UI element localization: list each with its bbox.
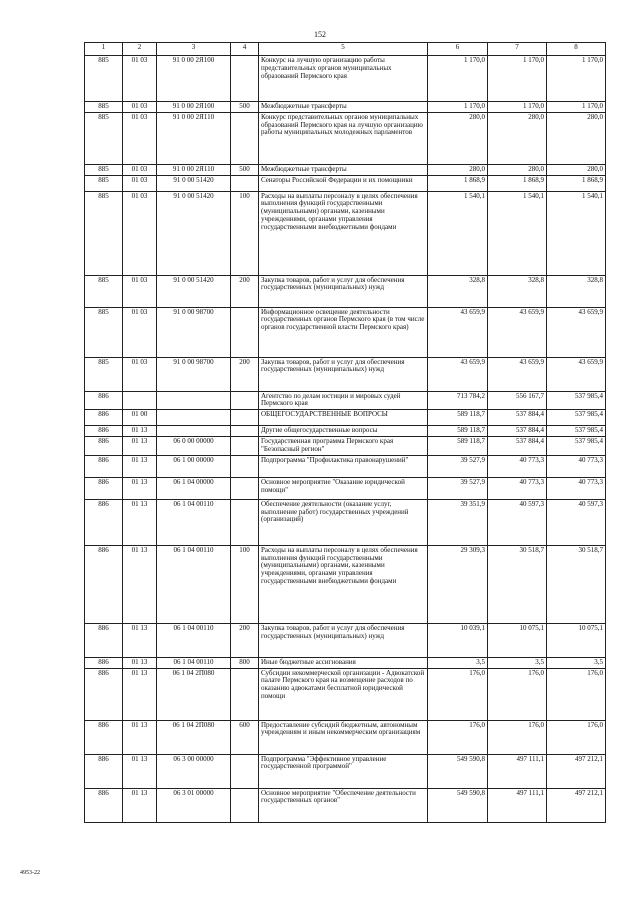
table-row <box>85 426 606 437</box>
cell-amount-2: 176,0 <box>488 668 547 720</box>
cell-target-article: 91 0 00 51420 <box>157 191 231 275</box>
table-row <box>85 657 606 668</box>
cell-name: Межбюджетные трансферты <box>259 102 428 113</box>
cell-expense-type <box>231 499 259 545</box>
cell-target-article: 91 0 00 51420 <box>157 275 231 307</box>
cell-admin-code: 886 <box>85 623 123 657</box>
cell-admin-code: 885 <box>85 275 123 307</box>
cell-amount-2: 3,5 <box>488 657 547 668</box>
cell-amount-2: 280,0 <box>488 112 547 164</box>
cell-section: 01 03 <box>123 357 157 391</box>
cell-admin-code: 886 <box>85 391 123 410</box>
cell-admin-code: 885 <box>85 112 123 164</box>
cell-amount-2: 328,8 <box>488 275 547 307</box>
cell-amount-2: 43 659,9 <box>488 307 547 357</box>
budget-table <box>84 42 606 823</box>
cell-expense-type: 600 <box>231 720 259 754</box>
cell-name: Агентство по делам юстиции и мировых судей Пермского края <box>259 391 428 410</box>
cell-admin-code: 886 <box>85 545 123 623</box>
cell-amount-2: 43 659,9 <box>488 357 547 391</box>
cell-admin-code: 886 <box>85 426 123 437</box>
cell-amount-1: 10 039,1 <box>428 623 488 657</box>
cell-name: Государственная программа Пермского края "Безопасный регион" <box>259 437 428 456</box>
column-header: 2 <box>123 43 157 56</box>
column-header: 3 <box>157 43 231 56</box>
column-header: 8 <box>547 43 606 56</box>
cell-name: Конкурс на лучшую организацию работы представительных органов муниципальных образований Пермского края <box>259 56 428 102</box>
cell-target-article: 91 0 00 2Я100 <box>157 102 231 113</box>
cell-target-article: 06 1 04 00110 <box>157 657 231 668</box>
cell-section: 01 03 <box>123 175 157 191</box>
cell-amount-3: 40 773,3 <box>547 477 606 499</box>
cell-amount-1: 549 590,8 <box>428 754 488 788</box>
cell-target-article: 91 0 00 2Я110 <box>157 112 231 164</box>
cell-section: 01 13 <box>123 545 157 623</box>
cell-amount-3: 537 985,4 <box>547 426 606 437</box>
cell-expense-type <box>231 455 259 477</box>
cell-admin-code: 886 <box>85 437 123 456</box>
cell-amount-3: 1 540,1 <box>547 191 606 275</box>
cell-target-article: 06 1 04 2П080 <box>157 720 231 754</box>
cell-amount-3: 176,0 <box>547 668 606 720</box>
cell-amount-1: 1 868,9 <box>428 175 488 191</box>
column-header: 7 <box>488 43 547 56</box>
cell-admin-code: 886 <box>85 499 123 545</box>
table-row <box>85 391 606 410</box>
table-row <box>85 499 606 545</box>
cell-amount-3: 328,8 <box>547 275 606 307</box>
cell-admin-code: 885 <box>85 102 123 113</box>
cell-amount-1: 280,0 <box>428 112 488 164</box>
table-row <box>85 437 606 456</box>
cell-admin-code: 886 <box>85 668 123 720</box>
cell-amount-3: 40 597,3 <box>547 499 606 545</box>
cell-admin-code: 885 <box>85 191 123 275</box>
column-header: 4 <box>231 43 259 56</box>
page-number: 152 <box>314 30 326 39</box>
cell-target-article: 91 0 00 98700 <box>157 357 231 391</box>
cell-section: 01 03 <box>123 275 157 307</box>
cell-amount-3: 43 659,9 <box>547 307 606 357</box>
table-row <box>85 357 606 391</box>
cell-amount-2: 497 111,1 <box>488 754 547 788</box>
cell-expense-type <box>231 788 259 822</box>
table-row <box>85 455 606 477</box>
table-row <box>85 545 606 623</box>
cell-amount-1: 589 118,7 <box>428 437 488 456</box>
cell-target-article: 06 1 04 2П080 <box>157 668 231 720</box>
cell-amount-1: 1 170,0 <box>428 102 488 113</box>
cell-section: 01 13 <box>123 426 157 437</box>
cell-amount-2: 1 540,1 <box>488 191 547 275</box>
cell-amount-1: 328,8 <box>428 275 488 307</box>
table-row <box>85 102 606 113</box>
cell-section: 01 13 <box>123 477 157 499</box>
cell-target-article: 91 0 00 51420 <box>157 175 231 191</box>
cell-expense-type <box>231 175 259 191</box>
table-row <box>85 623 606 657</box>
cell-name: Иные бюджетные ассигнования <box>259 657 428 668</box>
cell-name: Расходы на выплаты персоналу в целях обеспечения выполнения функций государственными (муниципальными) органами, казенными учреждениями, органами управления государственными внебюджетными фондами <box>259 191 428 275</box>
cell-expense-type: 100 <box>231 191 259 275</box>
cell-section: 01 13 <box>123 754 157 788</box>
cell-expense-type: 100 <box>231 545 259 623</box>
cell-section: 01 13 <box>123 668 157 720</box>
cell-amount-1: 280,0 <box>428 164 488 175</box>
cell-amount-1: 176,0 <box>428 668 488 720</box>
cell-amount-2: 40 773,3 <box>488 477 547 499</box>
cell-expense-type <box>231 477 259 499</box>
cell-amount-2: 537 884,4 <box>488 410 547 426</box>
cell-amount-2: 40 597,3 <box>488 499 547 545</box>
cell-section: 01 13 <box>123 437 157 456</box>
cell-section: 01 13 <box>123 499 157 545</box>
table-row <box>85 164 606 175</box>
cell-target-article: 06 3 01 00000 <box>157 788 231 822</box>
table-row <box>85 410 606 426</box>
cell-admin-code: 886 <box>85 657 123 668</box>
cell-expense-type <box>231 410 259 426</box>
cell-section: 01 13 <box>123 623 157 657</box>
column-header: 5 <box>259 43 428 56</box>
cell-amount-2: 280,0 <box>488 164 547 175</box>
table-row <box>85 788 606 822</box>
cell-amount-3: 1 868,9 <box>547 175 606 191</box>
cell-section: 01 03 <box>123 56 157 102</box>
cell-target-article: 06 1 00 00000 <box>157 455 231 477</box>
cell-section: 01 13 <box>123 455 157 477</box>
cell-amount-3: 30 518,7 <box>547 545 606 623</box>
cell-name: ОБЩЕГОСУДАРСТВЕННЫЕ ВОПРОСЫ <box>259 410 428 426</box>
cell-amount-3: 43 659,9 <box>547 357 606 391</box>
cell-amount-2: 10 075,1 <box>488 623 547 657</box>
cell-amount-3: 1 170,0 <box>547 102 606 113</box>
cell-amount-3: 537 985,4 <box>547 437 606 456</box>
cell-expense-type: 200 <box>231 623 259 657</box>
table-row <box>85 112 606 164</box>
cell-name: Подпрограмма "Профилактика правонарушений" <box>259 455 428 477</box>
cell-target-article <box>157 391 231 410</box>
column-header: 6 <box>428 43 488 56</box>
cell-name: Обеспечение деятельности (оказание услуг, выполнение работ) государственных учреждений (организаций) <box>259 499 428 545</box>
cell-target-article <box>157 426 231 437</box>
cell-section <box>123 391 157 410</box>
cell-amount-2: 30 518,7 <box>488 545 547 623</box>
cell-amount-3: 176,0 <box>547 720 606 754</box>
cell-section: 01 03 <box>123 112 157 164</box>
cell-target-article: 06 3 00 00000 <box>157 754 231 788</box>
cell-name: Закупка товаров, работ и услуг для обеспечения государственных (муниципальных) нужд <box>259 357 428 391</box>
cell-amount-1: 713 784,2 <box>428 391 488 410</box>
cell-amount-2: 1 868,9 <box>488 175 547 191</box>
cell-amount-1: 3,5 <box>428 657 488 668</box>
cell-amount-2: 176,0 <box>488 720 547 754</box>
column-header: 1 <box>85 43 123 56</box>
cell-name: Подпрограмма "Эффективное управление государственной программой" <box>259 754 428 788</box>
cell-amount-1: 589 118,7 <box>428 426 488 437</box>
cell-amount-3: 537 985,4 <box>547 391 606 410</box>
cell-admin-code: 886 <box>85 720 123 754</box>
cell-amount-3: 537 985,4 <box>547 410 606 426</box>
cell-expense-type <box>231 391 259 410</box>
cell-target-article: 06 1 04 00000 <box>157 477 231 499</box>
cell-amount-3: 280,0 <box>547 164 606 175</box>
cell-name: Основное мероприятие "Оказание юридической помощи" <box>259 477 428 499</box>
cell-amount-2: 40 773,3 <box>488 455 547 477</box>
cell-section: 01 13 <box>123 720 157 754</box>
cell-name: Закупка товаров, работ и услуг для обеспечения государственных (муниципальных) нужд <box>259 623 428 657</box>
cell-section: 01 03 <box>123 307 157 357</box>
table-row <box>85 668 606 720</box>
cell-amount-3: 1 170,0 <box>547 56 606 102</box>
cell-section: 01 13 <box>123 657 157 668</box>
cell-section: 01 00 <box>123 410 157 426</box>
cell-admin-code: 886 <box>85 477 123 499</box>
cell-expense-type: 500 <box>231 164 259 175</box>
cell-amount-3: 10 075,1 <box>547 623 606 657</box>
cell-expense-type: 200 <box>231 275 259 307</box>
cell-amount-1: 39 351,9 <box>428 499 488 545</box>
table-row <box>85 754 606 788</box>
cell-amount-2: 1 170,0 <box>488 102 547 113</box>
table-row <box>85 56 606 102</box>
cell-name: Сенаторы Российской Федерации и их помощники <box>259 175 428 191</box>
cell-name: Конкурс представительных органов муниципальных образований Пермского края на лучшую организацию работы муниципальных молодежных парламентов <box>259 112 428 164</box>
cell-amount-1: 39 527,9 <box>428 477 488 499</box>
cell-expense-type <box>231 426 259 437</box>
cell-admin-code: 886 <box>85 754 123 788</box>
cell-name: Основное мероприятие "Обеспечение деятельности государственных органов" <box>259 788 428 822</box>
cell-amount-1: 39 527,9 <box>428 455 488 477</box>
cell-amount-2: 1 170,0 <box>488 56 547 102</box>
cell-expense-type <box>231 668 259 720</box>
header-row <box>85 43 606 56</box>
cell-expense-type: 800 <box>231 657 259 668</box>
cell-amount-3: 3,5 <box>547 657 606 668</box>
cell-name: Информационное освещение деятельности государственных органов Пермского края (в том числе органов государственной власти Пермского края) <box>259 307 428 357</box>
cell-expense-type <box>231 754 259 788</box>
table-body <box>85 56 606 823</box>
cell-target-article: 06 1 04 00110 <box>157 499 231 545</box>
table-row <box>85 175 606 191</box>
cell-expense-type <box>231 307 259 357</box>
cell-expense-type: 500 <box>231 102 259 113</box>
cell-section: 01 03 <box>123 102 157 113</box>
cell-expense-type <box>231 56 259 102</box>
cell-name: Другие общегосударственные вопросы <box>259 426 428 437</box>
cell-amount-2: 537 884,4 <box>488 437 547 456</box>
cell-target-article: 06 1 04 00110 <box>157 545 231 623</box>
cell-admin-code: 885 <box>85 56 123 102</box>
cell-amount-3: 497 212,1 <box>547 788 606 822</box>
cell-expense-type: 200 <box>231 357 259 391</box>
cell-section: 01 13 <box>123 788 157 822</box>
footer-code: 4953-22 <box>20 870 40 876</box>
cell-amount-1: 29 309,3 <box>428 545 488 623</box>
cell-name: Расходы на выплаты персоналу в целях обеспечения выполнения функций государственными (муниципальными) органами, казенными учреждениями, органами управления государственными внебюджетными фондами <box>259 545 428 623</box>
cell-amount-3: 280,0 <box>547 112 606 164</box>
table-row <box>85 275 606 307</box>
cell-name: Предоставление субсидий бюджетным, автономным учреждениям и иным некоммерческим организациям <box>259 720 428 754</box>
cell-admin-code: 886 <box>85 410 123 426</box>
cell-name: Субсидии некоммерческой организации - Адвокатской палате Пермского края на возмещение расходов по оказанию адвокатами бесплатной юридической помощи <box>259 668 428 720</box>
cell-admin-code: 886 <box>85 455 123 477</box>
cell-amount-1: 43 659,9 <box>428 357 488 391</box>
cell-admin-code: 885 <box>85 357 123 391</box>
table-row <box>85 307 606 357</box>
cell-amount-2: 556 167,7 <box>488 391 547 410</box>
cell-admin-code: 885 <box>85 307 123 357</box>
cell-amount-2: 497 111,1 <box>488 788 547 822</box>
cell-amount-3: 497 212,1 <box>547 754 606 788</box>
cell-target-article: 06 1 04 00110 <box>157 623 231 657</box>
cell-admin-code: 886 <box>85 788 123 822</box>
cell-amount-1: 176,0 <box>428 720 488 754</box>
cell-admin-code: 885 <box>85 175 123 191</box>
cell-amount-1: 1 540,1 <box>428 191 488 275</box>
cell-target-article: 91 0 00 2Я110 <box>157 164 231 175</box>
cell-target-article: 91 0 00 98700 <box>157 307 231 357</box>
cell-target-article: 91 0 00 2Я100 <box>157 56 231 102</box>
cell-section: 01 03 <box>123 164 157 175</box>
cell-amount-2: 537 884,4 <box>488 426 547 437</box>
table-row <box>85 191 606 275</box>
cell-amount-1: 549 590,8 <box>428 788 488 822</box>
cell-amount-1: 589 118,7 <box>428 410 488 426</box>
cell-expense-type <box>231 112 259 164</box>
cell-target-article <box>157 410 231 426</box>
table-row <box>85 720 606 754</box>
cell-name: Закупка товаров, работ и услуг для обеспечения государственных (муниципальных) нужд <box>259 275 428 307</box>
cell-target-article: 06 0 00 00000 <box>157 437 231 456</box>
cell-admin-code: 885 <box>85 164 123 175</box>
cell-amount-1: 43 659,9 <box>428 307 488 357</box>
cell-amount-1: 1 170,0 <box>428 56 488 102</box>
cell-section: 01 03 <box>123 191 157 275</box>
cell-name: Межбюджетные трансферты <box>259 164 428 175</box>
cell-expense-type <box>231 437 259 456</box>
cell-amount-3: 40 773,3 <box>547 455 606 477</box>
table-row <box>85 477 606 499</box>
